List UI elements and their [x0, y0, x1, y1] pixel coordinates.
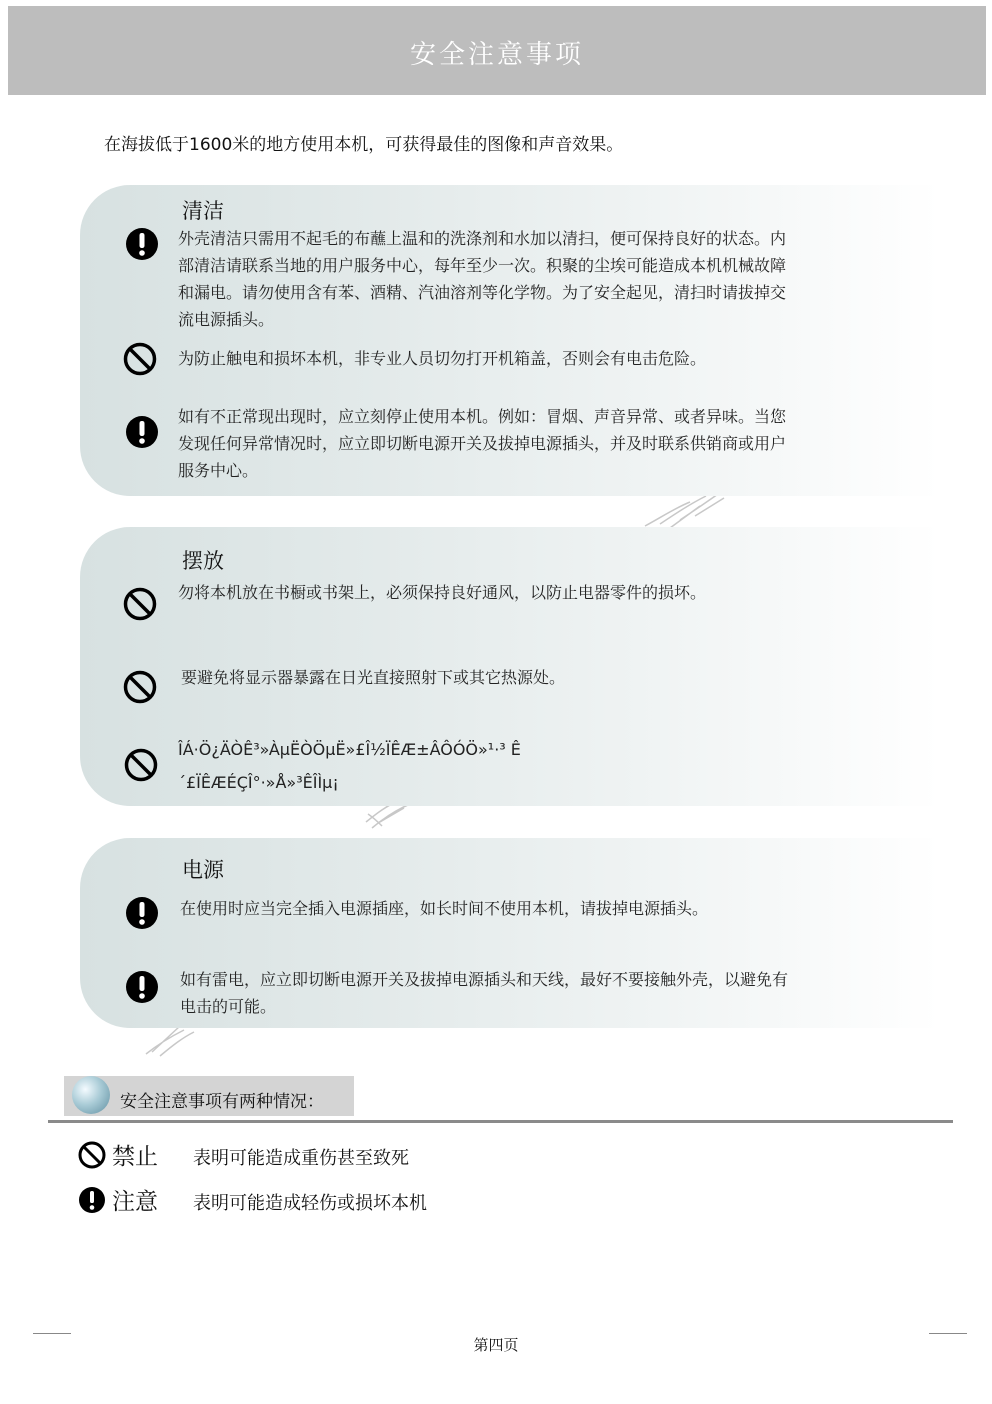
section-title: 摆放: [182, 549, 224, 573]
cleaning-text-1: 外壳清洁只需用不起毛的布蘸上温和的洗涤剂和水加以清扫，便可保持良好的状态。内部清洁请联系当地的用户服务中心，每年至少一次。积聚的尘埃可能造成本机机械故障和漏电。请勿使用含有苯、酒精、汽油溶剂等化学物。为了安全起见，清扫时请拔掉交流电源插头。: [178, 229, 787, 329]
legend-term: 禁止: [112, 1144, 158, 1170]
cleaning-text-3: 如有不正常现出现时，应立刻停止使用本机。例如：冒烟、声音异常、或者异味。当您发现任何异常情况时，应立即切断电源开关及拔掉电源插头，并及时联系供销商或用户服务中心。: [178, 407, 787, 480]
caution-icon: [78, 1186, 106, 1214]
prohibit-icon: [123, 670, 157, 704]
section-cleaning: [80, 185, 940, 496]
section-title: 电源: [182, 858, 224, 882]
power-text-2: 如有雷电，应立即切断电源开关及拔掉电源插头和天线，最好不要接触外壳，以避免有电击的可能。: [180, 970, 789, 1016]
page-title: 安全注意事项: [409, 40, 584, 70]
page-number: 第四页: [473, 1336, 519, 1354]
legend-title: 安全注意事项有两种情况：: [120, 1092, 324, 1112]
caution-icon: [125, 415, 159, 449]
cleaning-text-2: 为防止触电和损坏本机，非专业人员切勿打开机箱盖，否则会有电击危险。: [178, 349, 707, 368]
prohibit-icon: [123, 342, 157, 376]
placement-text-3: ÎÁ·Ö¿ÄÒÊ³»ÀµËÒÖµË»£Î½ÏÊÆ±ÂÔÓÖ»¹·³ Ê´£ÏÊÆÉÇÎ°·»Å»³ÊÎÌµ¡: [178, 740, 521, 792]
legend-divider: [48, 1120, 953, 1123]
placement-text-2: 要避免将显示器暴露在日光直接照射下或其它热源处。: [181, 668, 566, 687]
prohibit-icon: [123, 587, 157, 621]
prohibit-icon: [78, 1141, 106, 1169]
caution-icon: [125, 227, 159, 261]
caution-icon: [125, 896, 159, 930]
prohibit-icon: [124, 748, 158, 782]
placement-text-1: 勿将本机放在书橱或书架上，必须保持良好通风，以防止电器零件的损坏。: [178, 583, 707, 602]
section-title: 清洁: [182, 199, 224, 223]
caution-icon: [125, 970, 159, 1004]
legend-sphere-icon: [72, 1076, 110, 1114]
intro-text: 在海拔低于1600米的地方使用本机，可获得最佳的图像和声音效果。: [104, 135, 624, 155]
header-band: [8, 6, 986, 95]
section-power: [80, 838, 940, 1028]
power-text-1: 在使用时应当完全插入电源插座，如长时间不使用本机，请拔掉电源插头。: [180, 899, 709, 918]
legend-term: 注意: [112, 1189, 158, 1215]
legend-description: 表明可能造成重伤甚至致死: [193, 1148, 409, 1169]
legend-description: 表明可能造成轻伤或损坏本机: [193, 1193, 427, 1214]
section-placement: [80, 527, 940, 806]
